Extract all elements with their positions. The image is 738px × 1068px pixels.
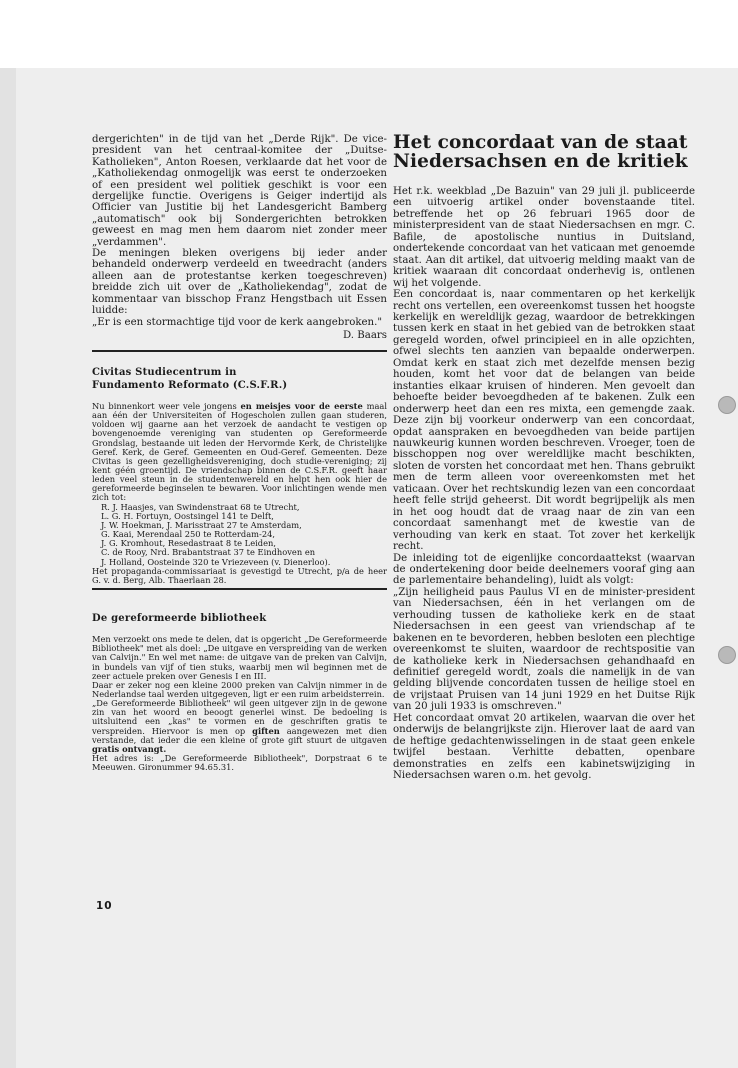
bibliotheek-title: De gereformeerde bibliotheek: [92, 613, 267, 625]
article-paragraph-2: Een concordaat is, naar commentaren op het kerkelijk recht ons vertellen, een overeenkomst tussen het hoogste kerkelijk en wereldlijk gezag, waardoor de betrekkingen tussen kerk en staat in het gebied van de betrokken staat geregeld worden, ofwel principieel en in alle opzichten, ofwel slechts ten aanzien van bepaalde onderwerpen. Omdat kerk en staat zich met dezelfde mensen bezig houden, komt het voor dat de belangen van beide instanties elkaar kruisen of hinderen. Men gevoelt dan behoefte beider bevoegdheden af te bakenen. Zulk een onderwerp heet dan een res mixta, een gemengde zaak. Deze zijn bij voorkeur onderwerp van een concordaat, opdat aanspraken en bevoegdheden van beide partijen nauwkeurig kunnen worden beschreven. Vroeger, toen de bisschoppen nog over wereldlijke macht beschikten, sloten de vorsten het concordaat met hen. Thans gebruikt men de term alleen voor overeenkomsten met het vaticaan. Over het rechtskundig lezen van een concordaat heeft felle strijd geheerst. Dit wordt begrijpelijk als men in het oog houdt dat de vraag naar de zin van een concordaat samenhangt met de kwestie van de verhouding van kerk en staat. Tot zover het kerkelijk recht.: [393, 289, 695, 553]
bibliotheek-paragraph-2: Daar er zeker nog een kleine 2000 preken van Calvijn nimmer in de Nederlandse taal werden uitgegeven, ligt er een ruim arbeidsterrein.: [92, 679, 387, 699]
bibliotheek-section: [92, 612, 387, 772]
bibliotheek-address: Het adres is: „De Gereformeerde Bibliotheek", Dorpstraat 6 te Meeuwen. Gironummer 94.65.31.: [92, 753, 387, 773]
civitas-lead: Nu binnenkort weer vele jongens: [92, 400, 241, 411]
page-number: 10: [96, 900, 113, 912]
intro-paragraph-2: De meningen bleken overigens bij ieder ander behandeld onderwerp verdeeld en tweedracht (anders alleen aan de protestantse kerken toegeschreven) breidde zich uit over de „Katholiekendag", zodat de kommentaar van bisschop Franz Hengstbach uit Essen luidde:: [92, 248, 387, 317]
civitas-lead-bold: en meisjes voor de eerste: [240, 400, 363, 411]
article-paragraph-3: De inleiding tot de eigenlijke concordaattekst (waarvan de ondertekening door beide deelnemers vooraf ging aan de parlementaire behandeling), luidt als volgt:: [393, 552, 695, 587]
civitas-closing: Het propaganda-commissariaat is gevestigd te Utrecht, p/a de heer G. v. d. Berg, Alb. Thaerlaan 28.: [92, 565, 387, 585]
article-paragraph-5: Het concordaat omvat 20 artikelen, waarvan die over het onderwijs de belangrijkste zijn. Hierover laat de aard van de heftige gedachtenwisselingen in de staat geen enkele twijfel bestaan. Verhitte debatten, openbare demonstraties en zelfs een kabinetswijziging in Niedersachsen waren o.m. het gevolg.: [393, 712, 695, 782]
article-quote: „Zijn heiligheid paus Paulus VI en de minister-president van Niedersachsen, één in het verlangen om de verhouding tussen de katholieke kerk en de staat Niedersachsen in een geest van vriendschap af te bakenen en te bevorderen, hebben besloten een plechtige overeenkomst te sluiten, waardoor de rechtspositie van de katholieke kerk in Niedersachsen gehandhaafd en definitief geregeld wordt, zoals die namelijk in de van gelding blijvende concordaten tussen de heilige stoel en de vrijstaat Pruisen van 14 juni 1929 en het Duitse Rijk van 20 juli 1933 is omschreven.": [393, 586, 695, 713]
article-title: Het concordaat van de staat Niedersachsen en de kritiek: [393, 132, 688, 172]
contact-item: J. Holland, Oosteinde 320 te Vriezeveen (v. Dienerloo).: [101, 556, 331, 567]
author-signature: D. Baars: [342, 329, 387, 341]
civitas-body: maal aan één der Universiteiten of Hogescholen zullen gaan studeren, voldoen wij gaarne aan het verzoek de aandacht te vestigen op bovengenoemde vereniging van studenten op Gereformeerde Grondslag, bestaande uit leden der Hervormde Kerk, de Christelijke Geref. Kerk, de Geref. Gemeenten en Oud-Geref. Gemeenten. Deze Civitas is geen gezelligheidsvereniging, doch studie-vereniging; zij kent géén groentijd. De vriendschap binnen de C.S.F.R. geeft haar leden veel steun in de studentenwereld en helpt hen ook hier de gereformeerde beginselen te bewaren. Voor inlichtingen wende men zich tot:: [92, 400, 388, 503]
section-divider: [92, 350, 387, 352]
bibliotheek-paragraph-3: [92, 699, 387, 754]
contact-item: L. G. H. Fortuyn, Oostsingel 141 te Delft,: [101, 510, 274, 521]
punch-hole-lower: [718, 646, 736, 664]
article-paragraph-1: Het r.k. weekblad „De Bazuin" van 29 juli jl. publiceerde een uitvoerig artikel onder bovenstaande titel. betreffende het op 26 februari 1965 door de ministerpresident van de staat Niedersachsen en mgr. C. Bafile, de apostolische nuntius in Duitsland, ondertekende concordaat van het vaticaan met genoemde staat. Aan dit artikel, dat uitvoerig melding maakt van de kritiek waaraan dit concordaat onderhevig is, ontlenen wij het volgende.: [393, 186, 695, 289]
contact-item: R. J. Haasjes, van Swindenstraat 68 te Utrecht,: [101, 501, 300, 512]
contact-item: C. de Rooy, Nrd. Brabantstraat 37 te Eindhoven en: [101, 547, 316, 558]
bibliotheek-gratis-word: gratis ontvangt.: [92, 743, 167, 754]
civitas-title-line-1: Civitas Studiecentrum in: [92, 366, 237, 378]
intro-paragraph-1: dergerichten" in de tijd van het „Derde Rijk". De vice-president van het centraal-komitee der „Duitse-Katholieken", Anton Roesen, verklaarde dat het voor de „Katholiekendag onmogelijk was eerst te onderzoeken of een president wel politiek geschikt is voor een dergelijke functie. Overigens is Geiger indertijd als Officier van Justitie bij het Landesgericht Bamberg „automatisch" ook bij Sondergerichten betrokken geweest en mag men hem daarom niet zonder meer „verdammen".: [92, 134, 387, 248]
civitas-contact-list: [92, 503, 387, 567]
top-margin: [0, 0, 738, 68]
contact-item: J. G. Kromhout, Resedastraat 8 te Leiden,: [101, 538, 276, 549]
left-column: [92, 134, 387, 772]
right-column: [393, 133, 695, 782]
civitas-section: [92, 366, 387, 585]
bibliotheek-p3-start: „De Gereformeerde Bibliotheek" wil geen uitgever zijn in de gewone zin van het woord en beoogt generlei winst. De bedoeling is uitsluitend een „kas" te vormen en de geschriften gratis te verspreiden. Hiervoor is men op: [92, 698, 387, 736]
bibliotheek-paragraph-1: Men verzoekt ons mede te delen, dat is opgericht „De Gereformeerde Bibliotheek" met als doel: „De uitgave en verspreiding van de werken van Calvijn." En wel met name: de uitgave van de preken van Calvijn, in bundels van vijf of tien stuks, waarbij men wil beginnen met de zeer actuele preken over Genesis I en III.: [92, 634, 387, 681]
punch-hole-upper: [718, 396, 736, 414]
civitas-paragraph: [92, 402, 387, 503]
bibliotheek-gift-word: giften: [252, 725, 280, 736]
contact-item: J. W. Hoekman, J. Marisstraat 27 te Amsterdam,: [101, 519, 302, 530]
section-divider: [92, 588, 387, 590]
intro-quote: „Er is een stormachtige tijd voor de kerk aangebroken.": [92, 316, 383, 328]
contact-item: G. Kaai, Merendaal 250 te Rotterdam-24,: [101, 529, 276, 540]
bibliotheek-p3-middle: aangewezen met dien verstande, dat ieder die een kleine of grote gift stuurt de uitgaven: [92, 725, 387, 745]
civitas-title-line-2: Fundamento Reformato (C.S.F.R.): [92, 379, 288, 391]
